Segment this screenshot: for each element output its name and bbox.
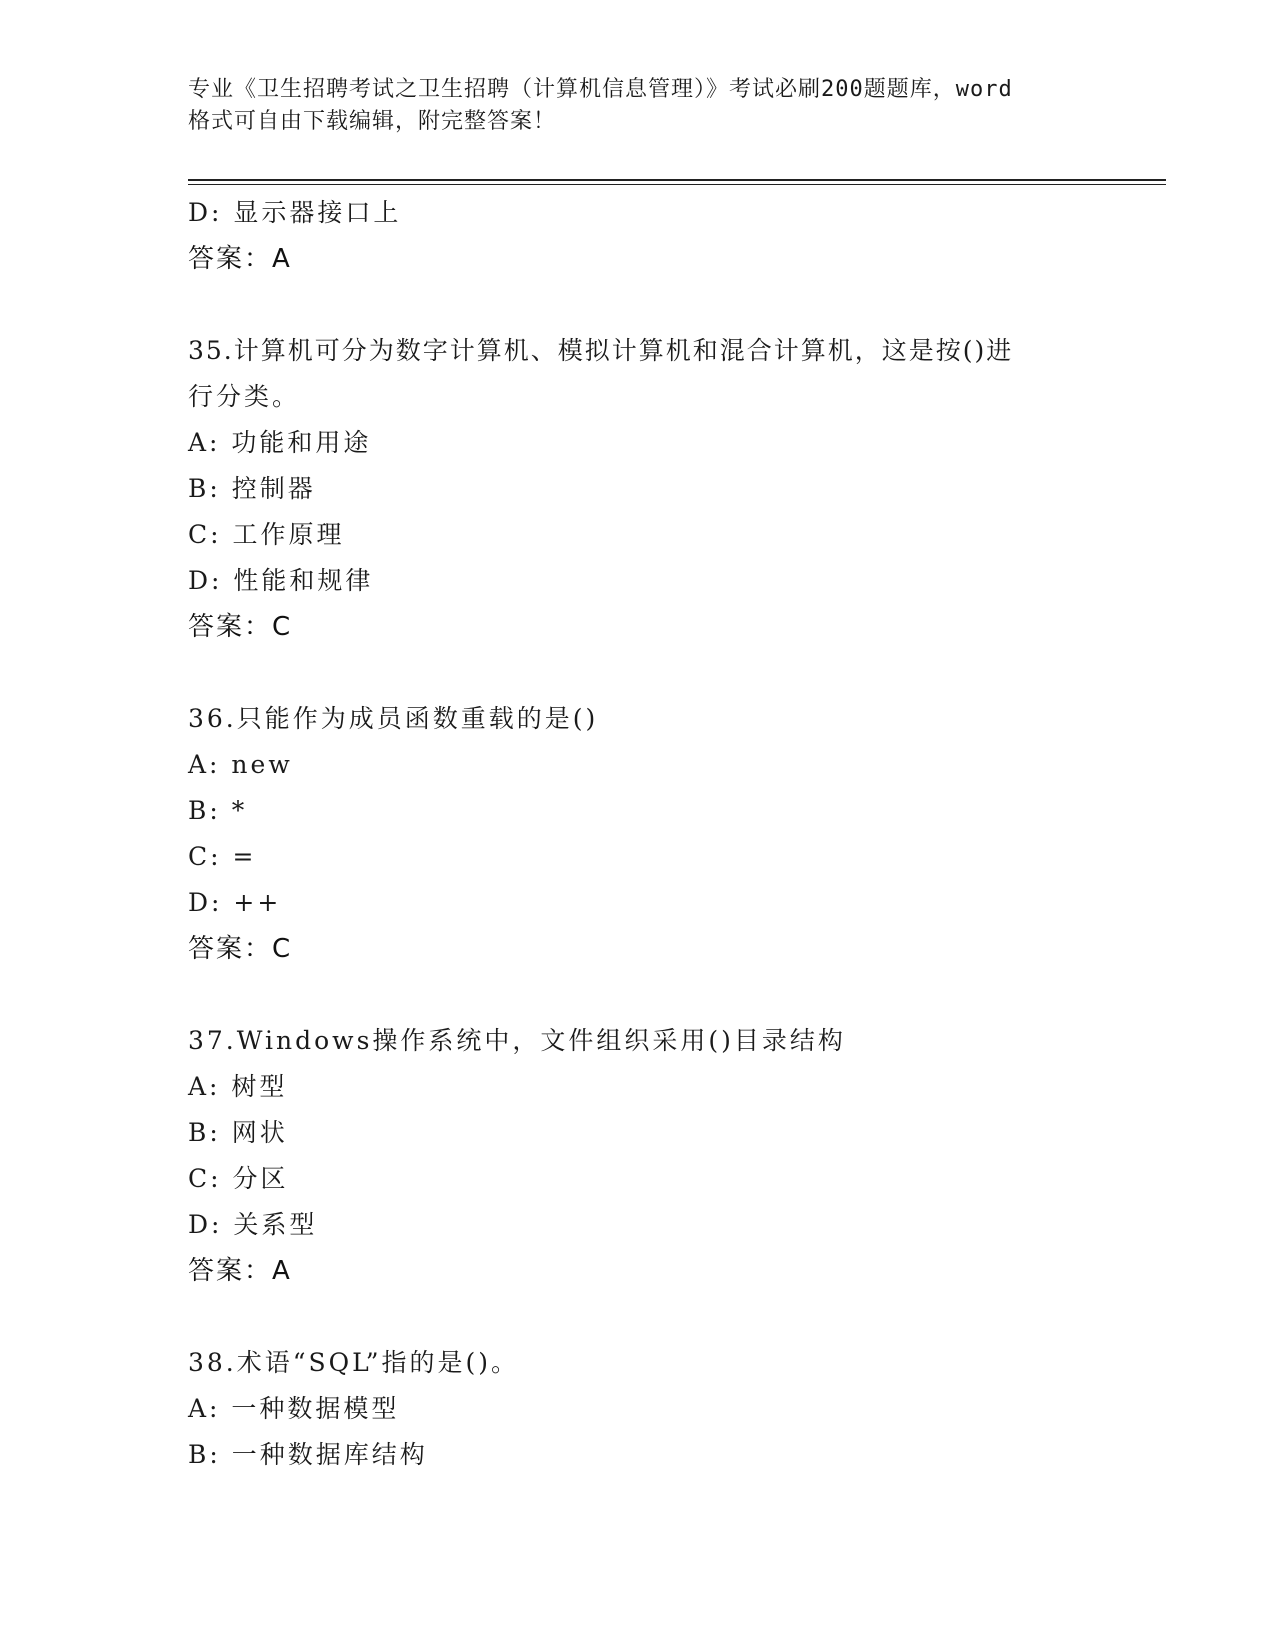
question-36-option-a: A: new [188, 750, 293, 779]
question-35-title: 35.计算机可分为数字计算机、模拟计算机和混合计算机，这是按()进 [188, 336, 1014, 365]
question-35-option-c: C: 工作原理 [188, 520, 345, 549]
header-line-1: 专业《卫生招聘考试之卫生招聘（计算机信息管理）》考试必刷200题题库，word [188, 77, 1013, 102]
question-35-option-a: A: 功能和用途 [188, 428, 372, 457]
question-37-option-c: C: 分区 [188, 1164, 289, 1193]
question-37-title: 37.Windows操作系统中，文件组织采用()目录结构 [188, 1026, 846, 1055]
answer-prev: 答案：A [188, 244, 292, 274]
question-35-option-d: D: 性能和规律 [188, 566, 374, 595]
question-37-answer: 答案：A [188, 1256, 292, 1286]
question-38-option-b: B: 一种数据库结构 [188, 1440, 428, 1469]
question-36-answer: 答案：C [188, 934, 293, 964]
question-35-title-cont: 行分类。 [188, 382, 301, 411]
question-37-option-d: D: 关系型 [188, 1210, 318, 1239]
question-36-option-d: D: ++ [188, 888, 282, 917]
option-d-prev: D: 显示器接口上 [188, 198, 402, 227]
header-rule-thick [188, 179, 1166, 181]
header-rule-thin [188, 184, 1166, 185]
spacer [188, 972, 1088, 1018]
question-36-option-b: B: * [188, 796, 248, 825]
question-36-title: 36.只能作为成员函数重载的是() [188, 704, 599, 733]
document-header [188, 74, 1088, 138]
question-35-answer: 答案：C [188, 612, 293, 642]
spacer [188, 282, 1088, 328]
header-line-2: 格式可自由下载编辑，附完整答案！ [188, 109, 557, 134]
spacer [188, 650, 1088, 696]
spacer [188, 1294, 1088, 1340]
question-37-option-a: A: 树型 [188, 1072, 288, 1101]
question-37-option-b: B: 网状 [188, 1118, 288, 1147]
question-38-option-a: A: 一种数据模型 [188, 1394, 400, 1423]
question-38-title: 38.术语“SQL”指的是()。 [188, 1348, 520, 1377]
question-35-option-b: B: 控制器 [188, 474, 316, 503]
question-list [188, 190, 1088, 1478]
question-36-option-c: C: = [188, 842, 257, 871]
